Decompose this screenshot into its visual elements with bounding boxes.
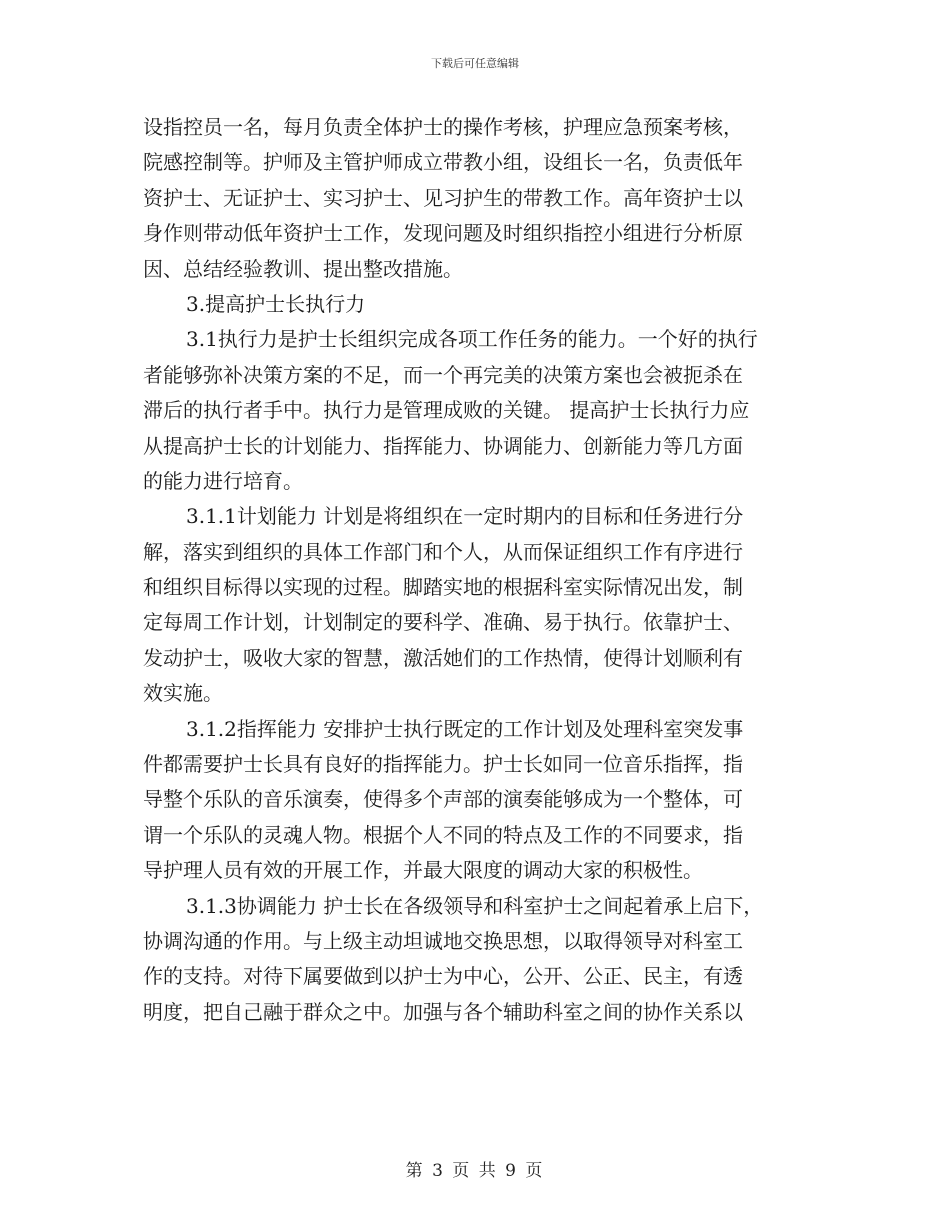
text-line: 身作则带动低年资护士工作，发现问题及时组织指控小组进行分析原 bbox=[143, 221, 743, 246]
text-line: 因、总结经验教训、提出整改措施。 bbox=[143, 256, 463, 281]
document-body bbox=[143, 110, 813, 1030]
paragraph-3-1-3 bbox=[143, 889, 813, 1031]
heading-line: 3.提高护士长执行力 bbox=[186, 291, 366, 316]
text-line: 发动护士，吸收大家的智慧，激活她们的工作热情，使得计划顺利有 bbox=[143, 645, 743, 670]
text-line: 导整个乐队的音乐演奏，使得多个声部的演奏能够成为一个整体，可 bbox=[143, 787, 743, 812]
text-line: 导护理人员有效的开展工作，并最大限度的调动大家的积极性。 bbox=[143, 858, 703, 883]
section-heading-3 bbox=[143, 287, 813, 322]
text-line: 3.1执行力是护士长组织完成各项工作任务的能力。一个好的执行 bbox=[186, 327, 758, 352]
text-line: 明度，把自己融于群众之中。加强与各个辅助科室之间的协作关系以 bbox=[143, 999, 743, 1024]
text-line: 3.1.1计划能力 计划是将组织在一定时期内的目标和任务进行分 bbox=[186, 504, 744, 529]
text-line: 协调沟通的作用。与上级主动坦诚地交换思想，以取得领导对科室工 bbox=[143, 928, 743, 953]
text-line: 件都需要护士长具有良好的指挥能力。护士长如同一位音乐指挥，指 bbox=[143, 752, 743, 777]
paragraph-control-team bbox=[143, 110, 813, 287]
paragraph-3-1-2 bbox=[143, 712, 813, 889]
text-line: 和组织目标得以实现的过程。脚踏实地的根据科室实际情况出发，制 bbox=[143, 575, 743, 600]
text-line: 解，落实到组织的具体工作部门和个人，从而保证组织工作有序进行 bbox=[143, 539, 743, 564]
text-line: 效实施。 bbox=[143, 681, 223, 706]
text-line: 从提高护士长的计划能力、指挥能力、协调能力、创新能力等几方面 bbox=[143, 433, 743, 458]
text-line: 滞后的执行者手中。执行力是管理成败的关键。 提高护士长执行力应 bbox=[143, 398, 750, 423]
text-line: 3.1.2指挥能力 安排护士执行既定的工作计划及处理科室突发事 bbox=[186, 716, 744, 741]
paragraph-3-1 bbox=[143, 322, 813, 499]
text-line: 3.1.3协调能力 护士长在各级领导和科室护士之间起着承上启下， bbox=[186, 893, 764, 918]
text-line: 设指控员一名，每月负责全体护士的操作考核，护理应急预案考核， bbox=[143, 115, 743, 139]
text-line: 谓一个乐队的灵魂人物。根据个人不同的特点及工作的不同要求，指 bbox=[143, 822, 743, 847]
paragraph-3-1-1 bbox=[143, 499, 813, 711]
text-line: 作的支持。对待下属要做到以护士为中心，公开、公正、民主，有透 bbox=[143, 964, 743, 989]
text-line: 者能够弥补决策方案的不足，而一个再完美的决策方案也会被扼杀在 bbox=[143, 362, 743, 387]
page-header-note: 下载后可任意编辑 bbox=[431, 57, 519, 70]
text-line: 的能力进行培育。 bbox=[143, 468, 303, 493]
page-number-footer: 第 3 页 共 9 页 bbox=[405, 1161, 545, 1181]
text-line: 院感控制等。护师及主管护师成立带教小组，设组长一名，负责低年 bbox=[143, 150, 743, 175]
text-line: 资护士、无证护士、实习护士、见习护生的带教工作。高年资护士以 bbox=[143, 185, 743, 210]
text-line: 定每周工作计划，计划制定的要科学、准确、易于执行。依靠护士、 bbox=[143, 610, 743, 635]
